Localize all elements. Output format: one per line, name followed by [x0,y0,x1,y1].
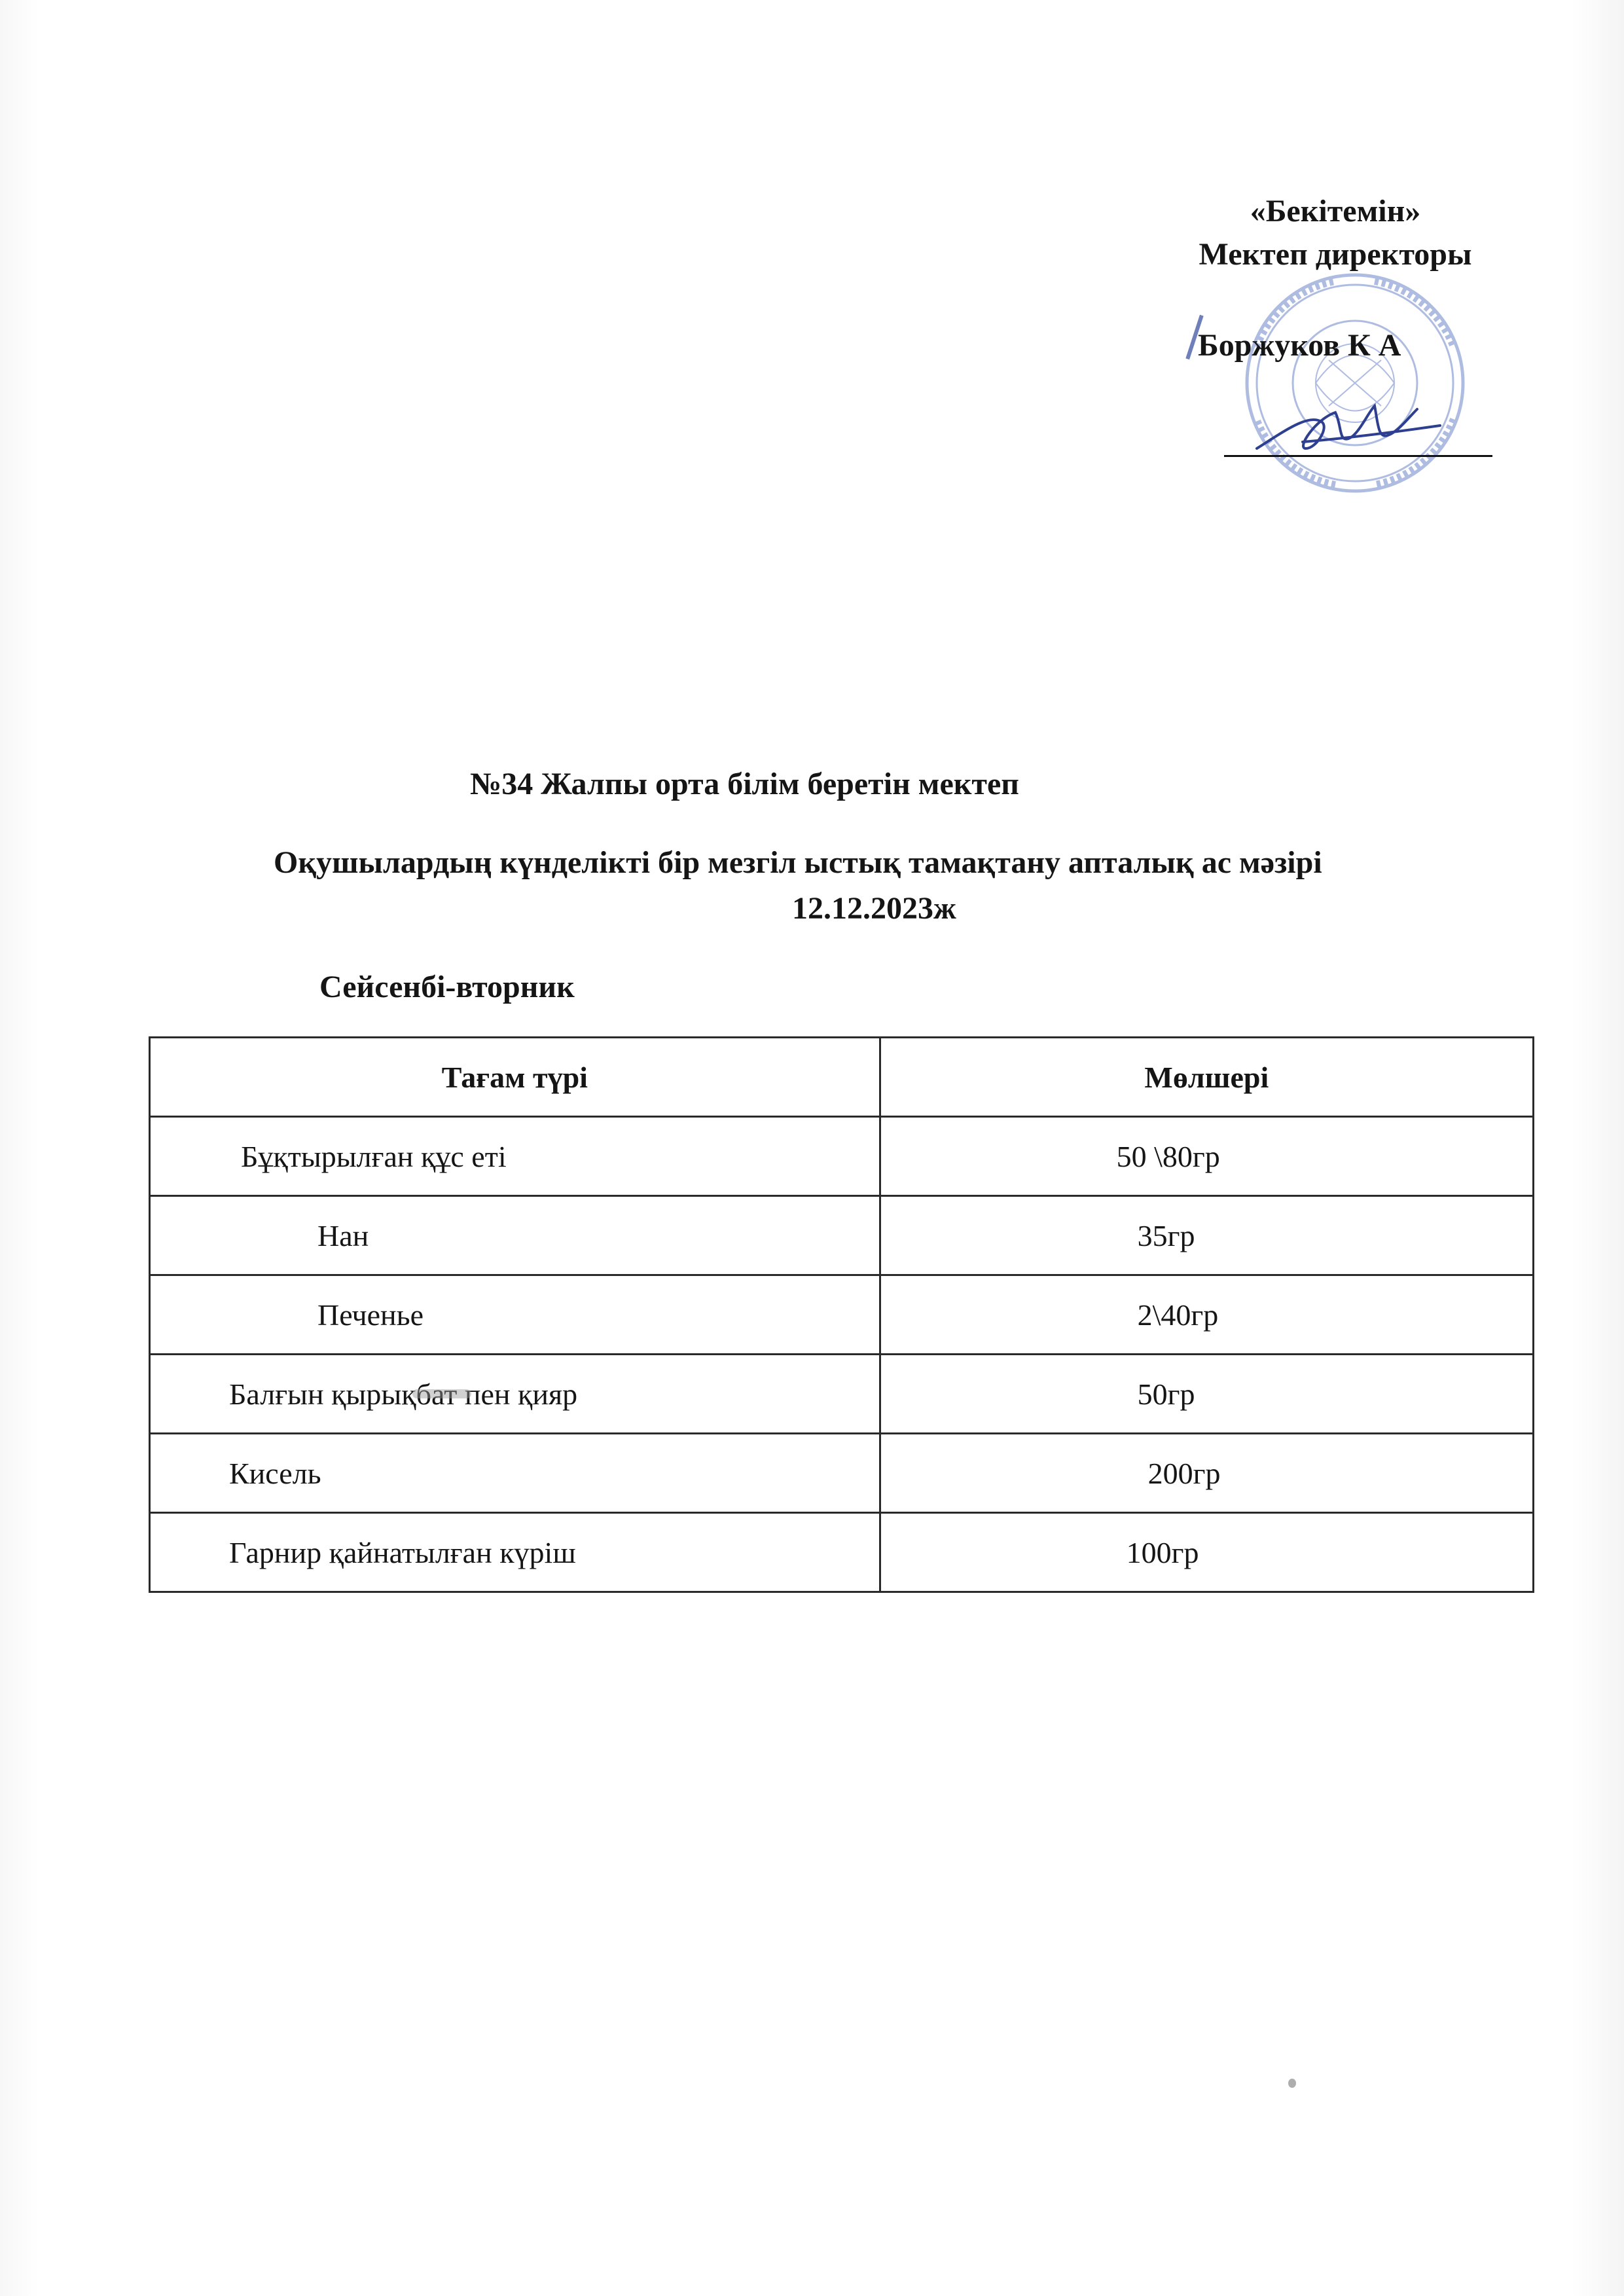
dish-name: Нан [150,1196,880,1275]
signature-line [1224,455,1492,457]
table-row [150,1513,1534,1592]
dish-quantity: 50 \80гр [880,1117,1533,1196]
menu-title: Оқушылардың күнделікті бір мезгіл ыстық тамақтану апталық ас мәзірі [274,845,1322,880]
menu-table [149,1036,1534,1593]
scan-smudge [412,1389,471,1398]
table-row [150,1275,1534,1355]
table-row [150,1196,1534,1275]
table-row [150,1117,1534,1196]
table-row [150,1355,1534,1434]
director-signature [1244,386,1453,465]
director-name: Боржуков К А [1198,328,1401,363]
header-dish-type: Тағам түрі [150,1038,880,1117]
menu-date: 12.12.2023ж [792,891,956,926]
dish-name: Гарнир қайнатылған күріш [150,1513,880,1592]
school-title: №34 Жалпы орта білім беретін мектеп [470,767,1019,801]
dish-quantity: 200гр [880,1434,1533,1513]
table-header-row [150,1038,1534,1117]
dish-name: Бұқтырылған құс еті [150,1117,880,1196]
dish-name: Балғын қырықбат пен қияр [150,1355,880,1434]
table-row [150,1434,1534,1513]
dish-quantity: 50гр [880,1355,1533,1434]
approval-block [1152,190,1519,276]
dish-quantity: 35гр [880,1196,1533,1275]
approval-position: Мектеп директоры [1199,237,1472,272]
scan-dot [1288,2079,1296,2088]
header-quantity: Мөлшері [880,1038,1533,1117]
dish-name: Кисель [150,1434,880,1513]
dish-quantity: 100гр [880,1513,1533,1592]
approval-header: «Бекітемін» [1250,194,1421,228]
dish-name: Печенье [150,1275,880,1355]
dish-quantity: 2\40гр [880,1275,1533,1355]
menu-day: Сейсенбі-вторник [319,970,575,1004]
